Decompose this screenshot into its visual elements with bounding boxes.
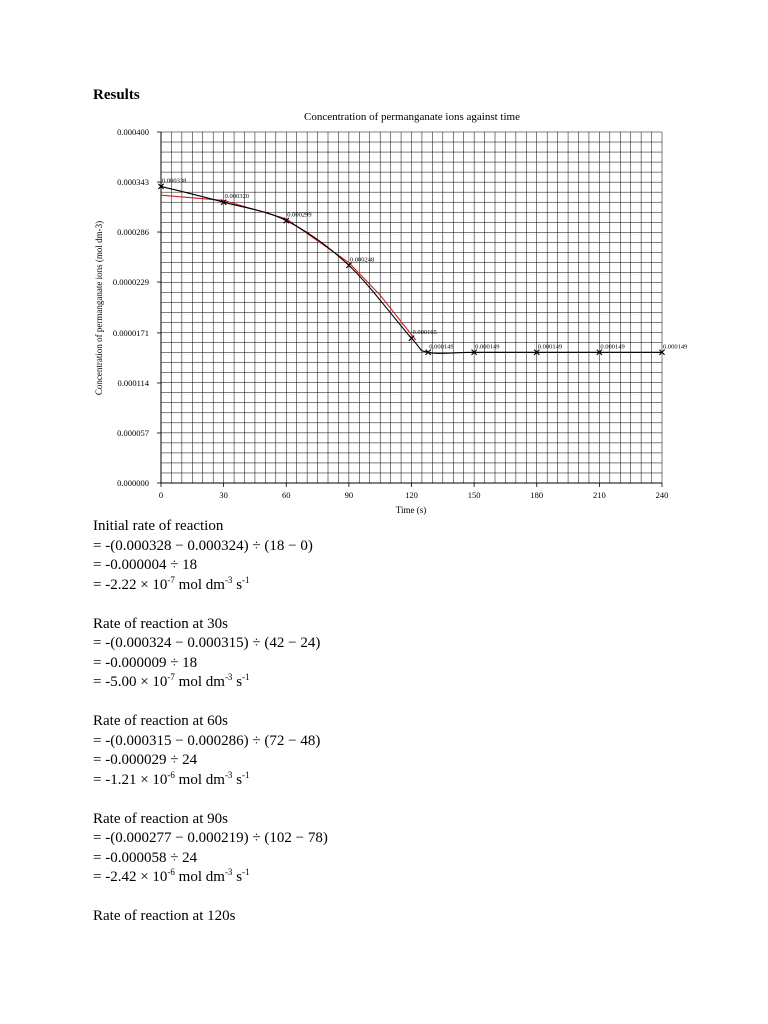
data-point-label: 0.000149: [475, 343, 500, 351]
calculation-result: [93, 868, 328, 888]
unit-exponent: -3: [224, 769, 233, 780]
x-tick-label: 150: [467, 490, 481, 500]
unit-exponent: -3: [224, 574, 233, 585]
calculation-title: Rate of reaction at 60s: [93, 713, 228, 729]
x-tick-label: 210: [593, 490, 606, 500]
chart-title: Concentration of permanganate ions against time: [304, 111, 520, 123]
data-point-label: 0.000149: [663, 343, 688, 351]
x-tick-label: 240: [655, 490, 669, 500]
unit-exponent: -1: [242, 769, 250, 780]
y-tick-label: 0.000400: [117, 127, 149, 137]
result-value: = -1.21 × 10: [93, 771, 168, 788]
y-tick-label: 0.000000: [117, 478, 149, 488]
calculation-line: = -(0.000328 − 0.000324) ÷ (18 − 0): [93, 537, 313, 554]
result-unit: s: [232, 869, 243, 885]
y-tick-label: 0.0000229: [112, 277, 149, 288]
result-value: = -5.00 × 10: [93, 674, 168, 690]
x-axis-label: Time (s): [395, 505, 427, 515]
result-exponent: -6: [167, 867, 175, 877]
result-unit: s: [232, 771, 243, 788]
y-tick-label: 0.000057: [117, 427, 149, 438]
unit-exponent: -3: [224, 672, 233, 682]
result-unit: s: [232, 674, 243, 690]
calculation-block: [93, 810, 328, 888]
chart-grid: [161, 132, 662, 483]
calculation-line: = -(0.000277 − 0.000219) ÷ (102 − 78): [93, 830, 328, 846]
calculation-result: [93, 576, 328, 596]
y-tick-label: 0.000343: [117, 177, 149, 188]
calculation-line: = -0.000058 ÷ 24: [93, 849, 198, 866]
data-point-label: 0.000149: [429, 343, 454, 351]
calculation-title: Initial rate of reaction: [93, 518, 224, 534]
calculation-title: Rate of reaction at 30s: [93, 615, 228, 632]
x-axis-ticks: [159, 483, 669, 500]
result-unit: mol dm: [174, 771, 225, 788]
x-tick-label: 120: [405, 490, 418, 500]
x-tick-label: 180: [530, 490, 544, 500]
data-point-label: 0.000149: [537, 343, 563, 351]
calculation-result: [93, 771, 328, 791]
y-tick-label: 0.000114: [117, 377, 149, 388]
x-tick-label: 60: [282, 490, 291, 500]
data-point-label: 0.000338: [162, 177, 187, 185]
result-unit: mol dm: [174, 576, 225, 593]
calculation-block: [93, 907, 328, 927]
calculation-block: [93, 517, 328, 595]
unit-exponent: -3: [224, 867, 233, 877]
calculation-block: [93, 712, 328, 790]
rate-calculations: [93, 517, 328, 927]
unit-exponent: -1: [242, 672, 250, 682]
x-tick-label: 0: [158, 490, 164, 500]
calculation-result: [93, 673, 328, 693]
data-point-label: 0.000299: [287, 211, 312, 219]
calculation-line: = -(0.000324 − 0.000315) ÷ (42 − 24): [93, 635, 321, 651]
y-axis-ticks: [113, 127, 161, 488]
results-heading: Results: [93, 87, 140, 103]
calculation-title: Rate of reaction at 120s: [93, 908, 236, 924]
y-tick-label: 0.000286: [117, 227, 149, 238]
unit-exponent: -1: [242, 867, 250, 877]
result-exponent: -7: [167, 574, 175, 585]
calculation-line: = -0.000004 ÷ 18: [93, 557, 198, 573]
x-tick-label: 90: [344, 490, 354, 500]
result-exponent: -7: [167, 672, 175, 682]
result-value: = -2.42 × 10: [93, 869, 168, 885]
x-tick-label: 30: [219, 490, 228, 500]
calculation-line: = -(0.000315 − 0.000286) ÷ (72 − 48): [93, 732, 321, 749]
calculation-title: Rate of reaction at 90s: [93, 810, 228, 827]
result-exponent: -6: [167, 769, 175, 780]
data-point-label: 0.000320: [224, 193, 249, 201]
result-unit: s: [232, 576, 243, 593]
unit-exponent: -1: [242, 574, 250, 585]
result-unit: mol dm: [174, 674, 225, 690]
calculation-line: = -0.000009 ÷ 18: [93, 654, 198, 671]
y-tick-label: 0.0000171: [112, 327, 149, 338]
data-point-label: 0.000165: [412, 329, 437, 337]
y-axis-label: Concentration of permanganate ions (mol dm-3): [94, 220, 104, 396]
calculation-line: = -0.000029 ÷ 24: [93, 752, 198, 768]
data-point-label: 0.000149: [600, 343, 625, 351]
result-value: = -2.22 × 10: [93, 576, 168, 593]
data-point-label: 0.000248: [349, 256, 375, 264]
calculation-block: [93, 615, 328, 693]
result-unit: mol dm: [174, 869, 225, 885]
